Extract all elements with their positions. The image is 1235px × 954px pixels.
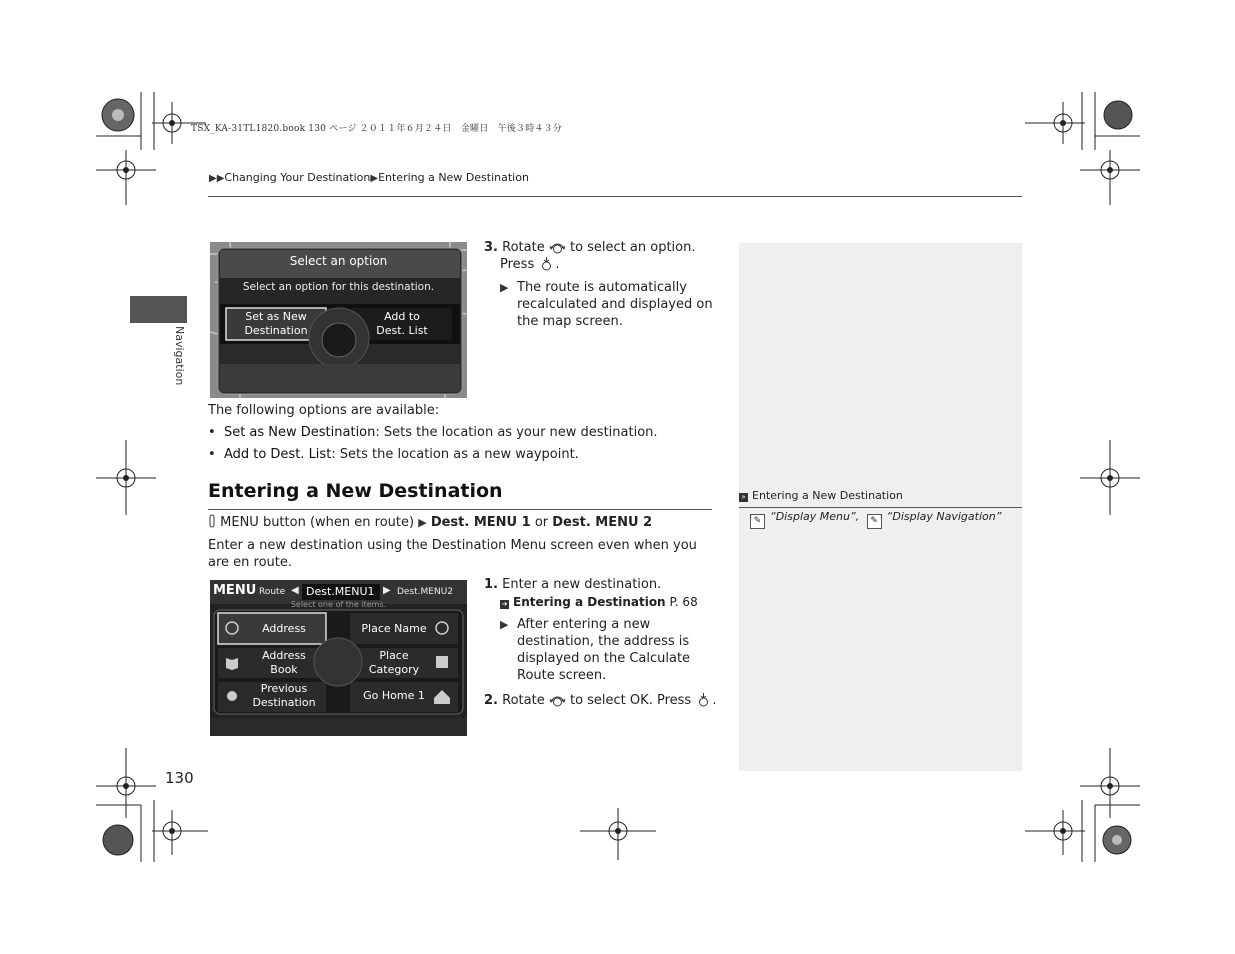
- note-marker-icon: »: [739, 493, 748, 502]
- reference-book-icon: ✎: [867, 514, 882, 529]
- step-2: 2. Rotate to select OK. Press .: [484, 693, 717, 708]
- address-button[interactable]: Address: [262, 622, 306, 635]
- set-as-new-destination-button[interactable]: Set as New Destination: [244, 310, 308, 337]
- note-heading: » Entering a New Destination: [739, 489, 903, 502]
- menu-button-icon: [208, 514, 216, 528]
- step-3-result: The route is automatically recalculated and displayed on the map screen.: [517, 280, 713, 329]
- step-1: 1. Enter a new destination. ➔ Entering a Destination P. 68 ▶ After entering a new destination, the address is displayed on the Calculate Route screen.: [484, 576, 724, 684]
- crop-mark-left-mid: [96, 440, 156, 515]
- breadcrumb-arrow-icon: ▶: [370, 173, 379, 184]
- tab-right-arrow-icon: ▶: [383, 585, 391, 596]
- crop-mark-left-upper: [96, 150, 156, 210]
- result-arrow-icon: ▶: [500, 618, 509, 631]
- ref-display-menu[interactable]: “Display Menu”: [770, 510, 856, 523]
- place-name-button[interactable]: Place Name: [361, 622, 427, 635]
- interface-dial-press-icon: [538, 257, 555, 271]
- cross-reference-icon: ➔: [501, 600, 508, 608]
- breadcrumb-arrow-icon: ▶▶: [209, 173, 225, 184]
- screenshot-select-option: [210, 242, 467, 398]
- tab-left-arrow-icon: ◀: [291, 585, 299, 596]
- chapter-tab: [130, 296, 187, 323]
- cross-reference[interactable]: ➔ Entering a Destination P. 68: [501, 595, 698, 609]
- menu-label: MENU: [213, 583, 257, 598]
- header-rule: [208, 196, 1022, 197]
- options-intro: The following options are available:: [208, 403, 440, 418]
- interface-dial-rotate-icon: [549, 240, 566, 254]
- page-number: 130: [165, 769, 194, 787]
- crop-mark-bottom-center: [580, 808, 656, 863]
- option-term: Add to Dest. List: [223, 447, 332, 462]
- section-rule: [208, 509, 712, 510]
- menu-path: MENU button (when en route) ▶ Dest. MENU 1 or Dest. MENU 2: [208, 514, 652, 531]
- interface-dial-press-icon: [695, 693, 712, 707]
- chapter-tab-label: Navigation: [173, 326, 186, 386]
- breadcrumb: [209, 171, 529, 184]
- option-term: Set as New Destination: [223, 425, 376, 440]
- go-home-button[interactable]: Go Home 1: [363, 689, 425, 702]
- step-1-result: After entering a new destination, the address is displayed on the Calculate Route screen.: [517, 617, 691, 683]
- address-book-button[interactable]: Address Book: [262, 649, 306, 676]
- note-rule: [739, 507, 1022, 508]
- ref-display-navigation[interactable]: “Display Navigation”: [886, 510, 1002, 523]
- breadcrumb-item-1[interactable]: Changing Your Destination: [224, 171, 371, 184]
- section-title: Entering a New Destination: [208, 480, 503, 502]
- crop-mark-bottom-left: [96, 800, 216, 862]
- section-intro: Enter a new destination using the Destination Menu screen even when you are en route.: [208, 538, 697, 570]
- dialog-subtitle: Select an option for this destination.: [242, 281, 435, 293]
- tab-route[interactable]: Route: [259, 587, 286, 597]
- note-references: ✎ “Display Menu”, ✎ “Display Navigation”: [750, 510, 1001, 529]
- reference-book-icon: ✎: [750, 514, 765, 529]
- crop-mark-right-upper: [1080, 150, 1140, 210]
- menu-hint: Select one of the items.: [290, 600, 387, 609]
- crop-mark-bottom-right: [1020, 800, 1140, 862]
- option-item: • Set as New Destination: Sets the location as your new destination.: [208, 425, 658, 440]
- path-arrow-icon: ▶: [418, 516, 427, 529]
- tab-dest-menu-2[interactable]: Dest.MENU2: [397, 587, 454, 597]
- interface-dial-rotate-icon: [549, 693, 566, 707]
- option-item: • Add to Dest. List: Sets the location as a new waypoint.: [208, 447, 579, 462]
- dialog-title: Select an option: [289, 254, 388, 268]
- result-arrow-icon: ▶: [500, 281, 509, 294]
- previous-destination-button[interactable]: Previous Destination: [252, 682, 316, 709]
- place-category-button[interactable]: Place Category: [368, 649, 420, 676]
- breadcrumb-item-2[interactable]: Entering a New Destination: [378, 171, 529, 184]
- tab-dest-menu-1[interactable]: Dest.MENU1: [306, 585, 375, 598]
- add-to-dest-list-button[interactable]: Add to Dest. List: [376, 310, 428, 337]
- file-header: TSX_KA-31TL1820.book 130 ページ ２０１１年６月２４日 金曜日 午後３時４３分: [191, 124, 563, 134]
- step-3: 3. Rotate to select an option. Press . ▶ The route is automatically recalculated and displayed on the map screen.: [484, 239, 724, 330]
- screenshot-dest-menu: [210, 580, 467, 736]
- crop-mark-right-mid: [1080, 440, 1140, 515]
